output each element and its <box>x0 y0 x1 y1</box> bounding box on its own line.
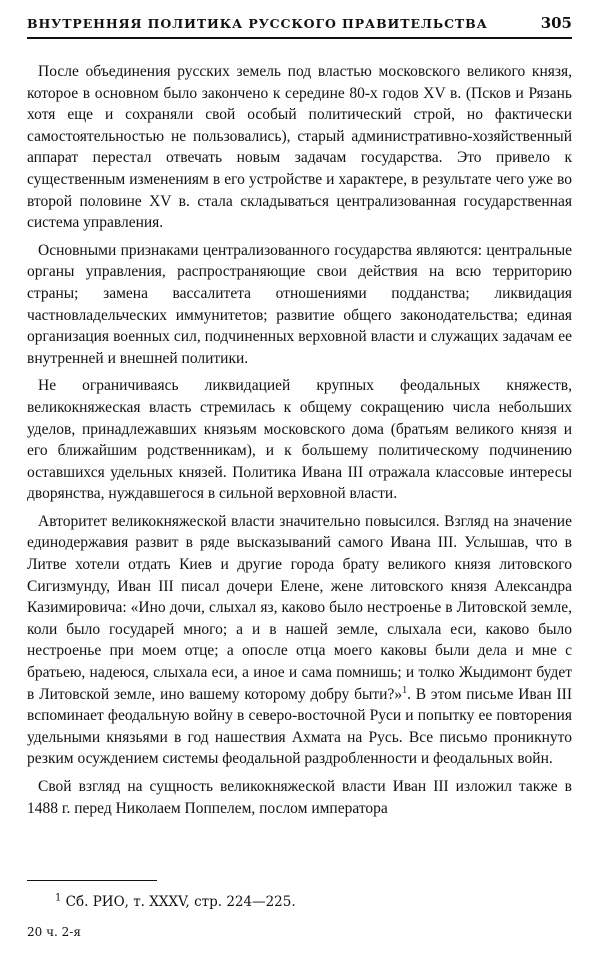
paragraph-1: После объединения русских земель под властью московского великого князя, которое в основном было закончено к середине 80-х годов XV в. (Псков и Рязань хотя еще и сохраняли свой особый политический строй, но фактически самостоятельностью не пользовались), старый административно-хозяйственный аппарат перестал отвечать новым задачам государства. Это привело к существенным изменениям в его устройстве и характере, в результате чего уже во второй половине XV в. стала складываться централизованная государственная система управления. <box>27 63 572 232</box>
paragraph-3: Не ограничиваясь ликвидацией крупных феодальных княжеств, великокняжеская власть стремилась к общему сокращению числа небольших уделов, принадлежавших князьям московского дома (братьям великого князя и его ближайшим родственникам), и к большему политическому подчинению оставшихся удельных князей. Политика Ивана III отражала классовые интересы дворянства, нуждавшегося в сильной верховной власти. <box>27 377 572 503</box>
footnote-rule <box>27 880 157 881</box>
paragraph-4-continuation: . В этом письме Иван III вспоминает феодальную войну в северо-восточной Руси и попытку ее повторения удельными князьями в год нашествия Ахмата на Русь. Все письмо проникнуто резким осуждением системы феодальной раздробленности и феодальных войн. <box>27 685 572 768</box>
paragraph-4-text: Авторитет великокняжеской власти значительно повысился. Взгляд на значение единодержавия развит в ряде высказываний самого Ивана III. Услышав, что в Литве хотели отдать Киев и другие города брату великого князя литовского Сигизмунду, Иван III писал дочери Елене, жене литовского князя Александра Казимировича: «Ино дочи, слыхал яз, каково было нестроенье в Литовской земле, коли было государей много; а и в нашей земле, слыхала еси, каково было нестроенье при моем отце; а опосле отца моего каковы были дела и мне с братьею, надеюся, слыхала еси, а иное и сама помнишь; и толко Жыдимонт будет в Литовской земле, ино вашему которому добру быти?» <box>27 512 572 703</box>
paragraph-4 <box>27 511 572 770</box>
header-rule <box>27 37 572 39</box>
footnote <box>55 894 296 910</box>
printer-signature: 20 ч. 2-я <box>27 925 81 939</box>
footnote-mark: 1 <box>55 892 62 904</box>
page-number: 305 <box>540 14 572 32</box>
footnote-text: Сб. РИО, т. XXXV, стр. 224—225. <box>65 894 296 910</box>
paragraph-2: Основными признаками централизованного государства являются: центральные органы управления, распространяющие свои действия на всю территорию страны; замена вассалитета отношениями подданства; ликвидация частновладельческих иммунитетов; развитие общего законодательства; единая организация военных сил, подчиненных верховной власти и служащих задачам ее внутренней и внешней политики. <box>27 241 572 367</box>
running-title: ВНУТРЕННЯЯ ПОЛИТИКА РУССКОГО ПРАВИТЕЛЬСТВА <box>27 16 488 31</box>
paragraph-5: Свой взгляд на сущность великокняжеской власти Иван III изложил также в 1488 г. перед Николаем Поппелем, послом императора <box>27 778 572 817</box>
footnote-reference[interactable]: 1 <box>402 684 408 696</box>
body-text <box>27 61 572 819</box>
running-header <box>27 14 572 32</box>
